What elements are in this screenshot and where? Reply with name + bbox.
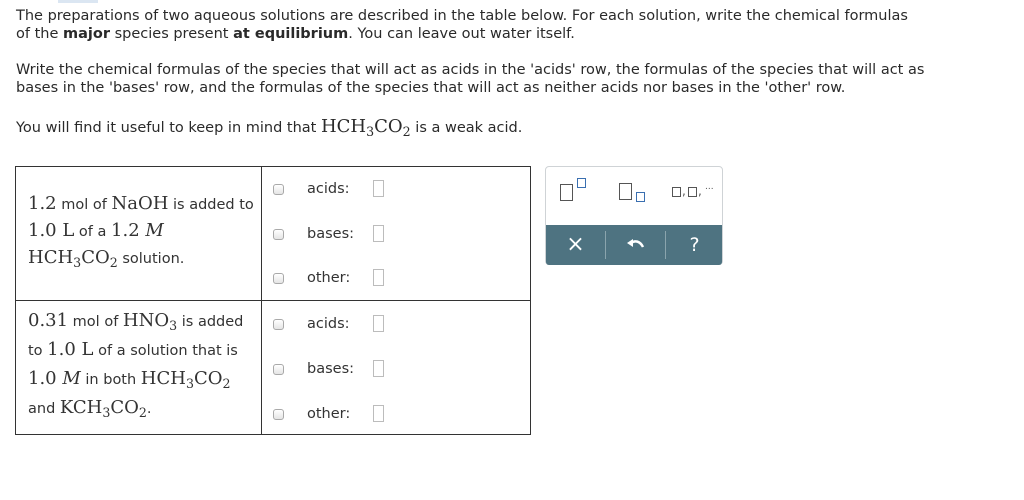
concentration-unit: M xyxy=(139,220,164,241)
solution-2-other-checkbox[interactable] xyxy=(273,409,284,420)
solution-1-acids-input[interactable] xyxy=(373,180,384,197)
desc-text: . xyxy=(146,401,152,417)
list-box-icon xyxy=(672,187,681,197)
formula-part: HCH xyxy=(320,116,367,137)
close-icon: × xyxy=(566,232,585,257)
formula-part: CO xyxy=(110,397,139,418)
desc-text: mol of xyxy=(68,314,123,330)
solution-2-other-row xyxy=(273,404,351,424)
concentration-value: 1.0 xyxy=(28,368,57,389)
desc-text: is added xyxy=(177,314,244,330)
answer-table xyxy=(15,166,531,435)
desc-text: in both xyxy=(80,372,141,388)
volume-value: 1.0 xyxy=(47,339,76,360)
emphasis-at-equilibrium: at equilibrium xyxy=(233,26,349,42)
palette-action-bar xyxy=(546,225,722,265)
solution-1-acids-row xyxy=(273,179,350,199)
solution-1-bases-checkbox[interactable] xyxy=(273,229,284,240)
formula-subscript: 3 xyxy=(366,124,375,140)
hint-paragraph xyxy=(16,116,1016,140)
solution-2-acids-row xyxy=(273,314,350,334)
solution-1-bases-input[interactable] xyxy=(373,225,384,242)
undo-icon xyxy=(626,238,646,252)
instructions-text: . You can leave out water itself. xyxy=(348,26,575,42)
formula-subscript: 2 xyxy=(109,255,118,271)
instructions-line-3: Write the chemical formulas of the species that will act as acids in the 'acids' row, the formulas of the species that will act as xyxy=(16,62,925,78)
desc-text: and xyxy=(28,401,60,417)
formula-subscript: 3 xyxy=(185,376,194,392)
desc-text: to xyxy=(28,343,48,359)
other-label: other: xyxy=(307,406,351,422)
formula-subscript: 2 xyxy=(222,376,231,392)
instructions-line-4: bases in the 'bases' row, and the formulas of the species that will act as neither acids nor bases in the 'other' row. xyxy=(16,80,846,96)
solution-1-bases-row xyxy=(273,224,355,244)
palette-template-row xyxy=(546,167,722,224)
formula-part: KCH xyxy=(59,397,103,418)
top-bar-accent xyxy=(58,0,98,3)
solute-formula xyxy=(122,310,178,334)
list-box-icon xyxy=(688,187,697,197)
solution-1-other-input[interactable] xyxy=(373,269,384,286)
bases-label: bases: xyxy=(307,226,355,242)
acids-label: acids: xyxy=(307,181,350,197)
solution-1-acids-checkbox[interactable] xyxy=(273,184,284,195)
solution-2-acids-input[interactable] xyxy=(373,315,384,332)
amount-value: 0.31 xyxy=(28,310,69,331)
concentration-value: 1.2 xyxy=(111,220,140,241)
desc-text: is added to xyxy=(168,197,254,213)
solution-2-acids-checkbox[interactable] xyxy=(273,319,284,330)
instructions-paragraph-1 xyxy=(16,7,1016,43)
formula-part: HCH xyxy=(28,247,74,268)
table-divider-horizontal xyxy=(16,300,530,301)
emphasis-major: major xyxy=(63,26,110,42)
acids-label: acids: xyxy=(307,316,350,332)
formula-part: HCH xyxy=(140,368,186,389)
solution-1-other-row xyxy=(273,268,351,288)
volume-unit: L xyxy=(75,339,94,360)
acid-formula xyxy=(140,368,231,392)
formula-part: CO xyxy=(193,368,223,389)
hint-text: You will find it useful to keep in mind that xyxy=(16,120,321,136)
solution-2-description xyxy=(28,307,243,423)
instructions-text: species present xyxy=(109,26,234,42)
desc-text: of a xyxy=(74,224,112,240)
solution-2-bases-input[interactable] xyxy=(373,360,384,377)
other-label: other: xyxy=(307,270,351,286)
formula-part: CO xyxy=(374,116,403,137)
help-button[interactable] xyxy=(665,225,724,265)
desc-text: mol of xyxy=(56,197,112,213)
math-palette xyxy=(545,166,723,265)
clear-button[interactable] xyxy=(546,225,605,265)
solution-2-other-input[interactable] xyxy=(373,405,384,422)
base-box-icon xyxy=(619,183,632,200)
hint-formula xyxy=(320,116,411,140)
formula-part: HNO xyxy=(122,310,170,331)
formula-subscript: 3 xyxy=(73,255,82,271)
salt-formula xyxy=(59,397,147,421)
superscript-box-icon xyxy=(577,178,586,188)
concentration-unit: M xyxy=(56,368,81,389)
solution-1-description xyxy=(28,191,254,272)
superscript-template-button[interactable] xyxy=(546,167,603,224)
instructions-line-1: The preparations of two aqueous solutions are described in the table below. For each solution, write the chemical formulas xyxy=(16,8,908,24)
desc-text: of a solution that is xyxy=(93,343,238,359)
subscript-box-icon xyxy=(636,192,645,202)
desc-text: solution. xyxy=(117,251,185,267)
formula-subscript: 3 xyxy=(169,318,178,334)
list-comma: , xyxy=(698,184,702,198)
amount-value: 1.2 xyxy=(28,193,57,214)
hint-text: is a weak acid. xyxy=(410,120,523,136)
solution-2-bases-checkbox[interactable] xyxy=(273,364,284,375)
solution-2-bases-row xyxy=(273,359,355,379)
formula-part: CO xyxy=(81,247,110,268)
help-icon: ? xyxy=(689,234,700,256)
base-box-icon xyxy=(560,184,573,201)
subscript-template-button[interactable] xyxy=(605,167,663,224)
list-ellipsis: ... xyxy=(705,182,714,192)
acid-formula xyxy=(28,247,118,271)
instructions-text: of the xyxy=(16,26,63,42)
formula-subscript: 2 xyxy=(138,405,147,421)
undo-button[interactable] xyxy=(606,225,665,265)
top-bar xyxy=(0,0,1024,3)
list-template-button[interactable] xyxy=(663,167,723,224)
volume-unit: L xyxy=(56,220,75,241)
formula-subscript: 2 xyxy=(402,124,411,140)
instructions-paragraph-2 xyxy=(16,61,1016,97)
solution-1-other-checkbox[interactable] xyxy=(273,273,284,284)
list-comma: , xyxy=(682,184,686,198)
bases-label: bases: xyxy=(307,361,355,377)
formula-subscript: 3 xyxy=(102,405,111,421)
volume-value: 1.0 xyxy=(28,220,57,241)
solute-formula: NaOH xyxy=(111,193,169,214)
